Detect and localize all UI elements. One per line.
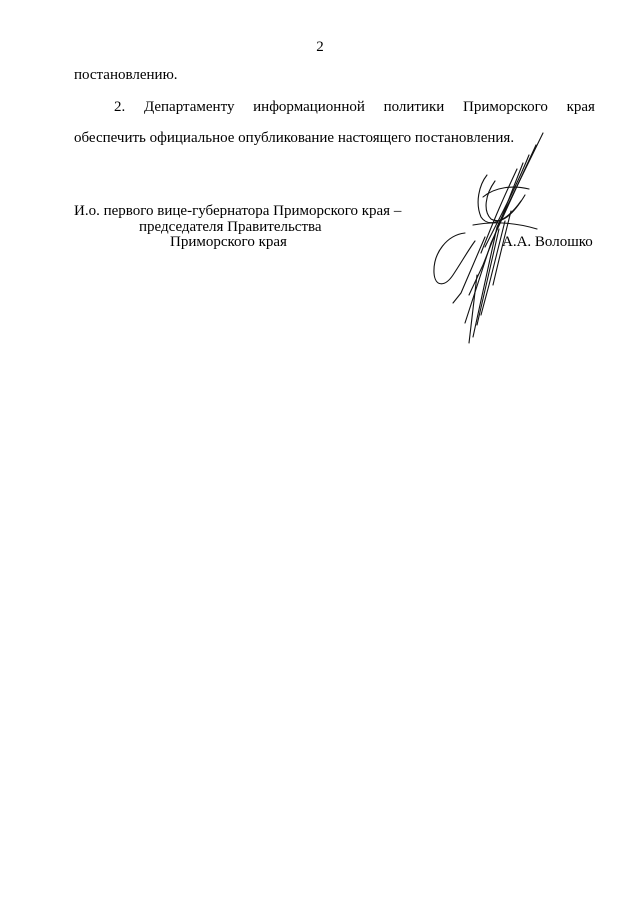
page-number: 2 xyxy=(316,39,324,55)
item-word-3: политики xyxy=(383,99,445,115)
item-word-5: края xyxy=(566,99,595,115)
item-2-first-line xyxy=(74,98,595,116)
item-word-4: Приморского xyxy=(463,99,548,115)
signer-position-line-1: И.о. первого вице-губернатора Приморского края – xyxy=(74,203,402,219)
item-word-1: Департаменту xyxy=(143,99,235,115)
item-word-2: информационной xyxy=(253,99,365,115)
item-number: 2. xyxy=(114,99,126,115)
item-2-second-line: обеспечить официальное опубликование настоящего постановления. xyxy=(74,130,515,146)
continuation-text: постановлению. xyxy=(74,67,178,83)
signer-position-line-3: Приморского края xyxy=(170,234,287,250)
signer-position-line-2: председателя Правительства xyxy=(139,219,322,235)
signer-name: А.А. Волошко xyxy=(502,234,593,250)
handwritten-signature xyxy=(425,125,565,350)
